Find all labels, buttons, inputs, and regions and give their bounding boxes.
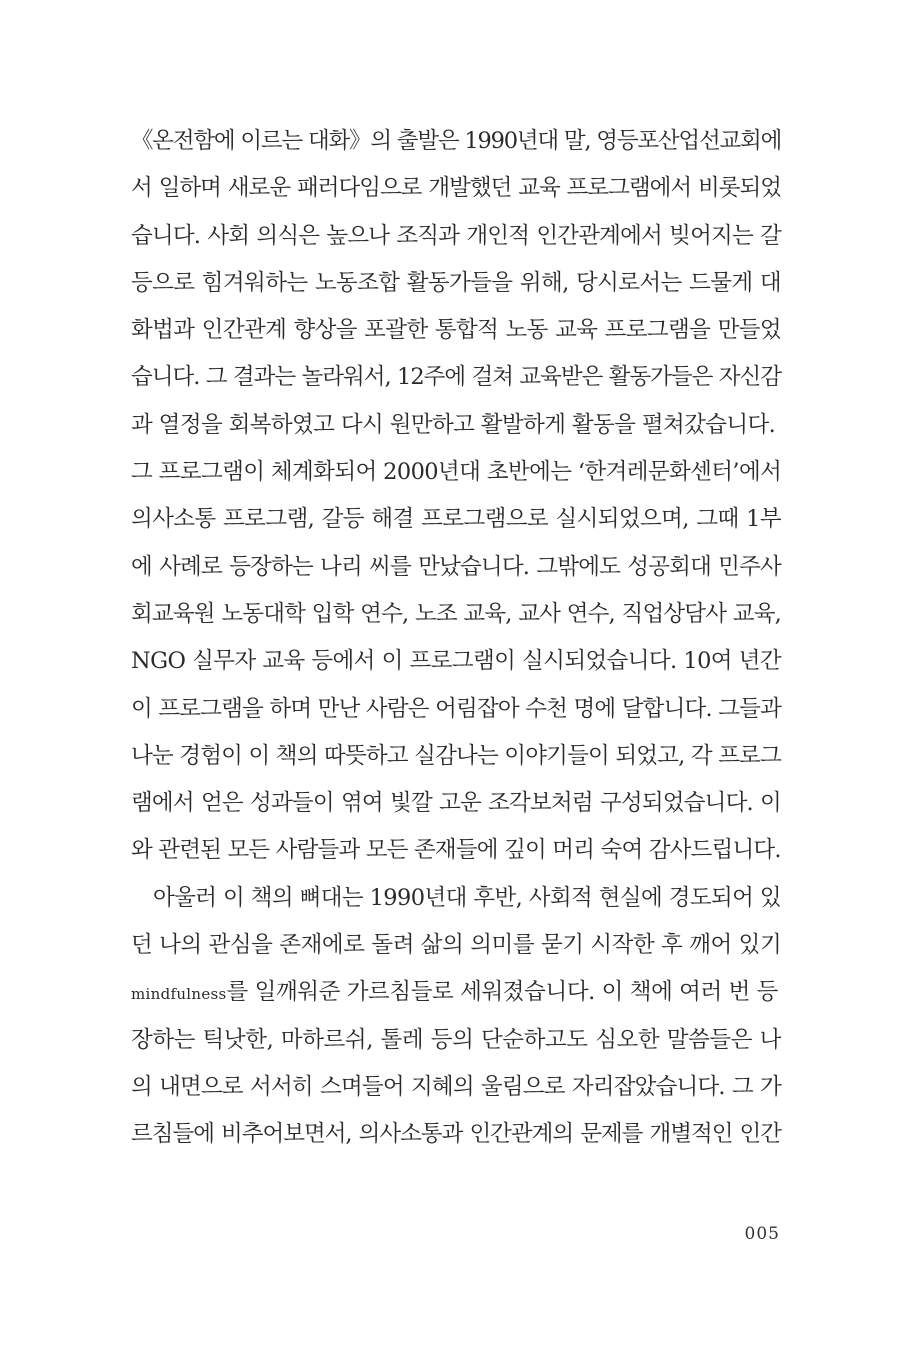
- text-line: 《온전함에 이르는 대화》의 출발은 1990년대 말, 영등포산업선교회에: [131, 128, 782, 154]
- text-line: 과 열정을 회복하였고 다시 원만하고 활발하게 활동을 펼쳐갔습니다.: [131, 411, 776, 438]
- text-line-with-gloss: [131, 969, 781, 1016]
- text-line: 아울러 이 책의 뼈대는 1990년대 후반, 사회적 현실에 경도되어 있: [153, 884, 781, 911]
- text-line: 와 관련된 모든 사람들과 모든 존재들에 깊이 머리 숙여 감사드립니다.: [131, 837, 781, 864]
- text-line: 장하는 틱낫한, 마하르쉬, 톨레 등의 단순하고도 심오한 말씀들은 나: [131, 1026, 781, 1053]
- text-line: 의 내면으로 서서히 스며들어 지혜의 울림으로 자리잡았습니다. 그 가: [131, 1073, 781, 1100]
- text-line: 이 프로그램을 하며 만난 사람은 어림잡아 수천 명에 달합니다. 그들과: [131, 695, 781, 722]
- text-line: 의사소통 프로그램, 갈등 해결 프로그램으로 실시되었으며, 그때 1부: [131, 506, 781, 533]
- page-number: 005: [744, 1224, 780, 1244]
- text-line: 습니다. 사회 의식은 높으나 조직과 개인적 인간관계에서 빚어지는 갈: [131, 222, 781, 249]
- body-text: [131, 118, 781, 1159]
- text-line: 그 프로그램이 체계화되어 2000년대 초반에는 ‘한겨레문화센터’에서: [131, 459, 782, 486]
- text-line: 등으로 힘겨워하는 노동조합 활동가들을 위해, 당시로서는 드물게 대: [131, 269, 781, 296]
- gloss-mindfulness: mindfulness: [131, 985, 227, 1004]
- text-line: 르침들에 비추어보면서, 의사소통과 인간관계의 문제를 개별적인 인간: [131, 1121, 781, 1148]
- text-line: 화법과 인간관계 향상을 포괄한 통합적 노동 교육 프로그램을 만들었: [131, 317, 781, 344]
- text-line: 를 일깨워준 가르침들로 세워졌습니다. 이 책에 여러 번 등: [226, 979, 779, 1006]
- text-line: 회교육원 노동대학 입학 연수, 노조 교육, 교사 연수, 직업상담사 교육,: [131, 600, 781, 627]
- text-line: 램에서 얻은 성과들이 엮여 빛깔 고운 조각보처럼 구성되었습니다. 이: [131, 790, 781, 817]
- text-line: 에 사례로 등장하는 나리 씨를 만났습니다. 그밖에도 성공회대 민주사: [131, 553, 781, 580]
- text-line: 나눈 경험이 이 책의 따뜻하고 실감나는 이야기들이 되었고, 각 프로그: [131, 742, 781, 769]
- text-line: 습니다. 그 결과는 놀라워서, 12주에 걸쳐 교육받은 활동가들은 자신감: [131, 364, 781, 391]
- text-line: NGO 실무자 교육 등에서 이 프로그램이 실시되었습니다. 10여 년간: [131, 648, 781, 675]
- text-line: 서 일하며 새로운 패러다임으로 개발했던 교육 프로그램에서 비롯되었: [131, 175, 781, 202]
- text-line: 던 나의 관심을 존재에로 돌려 삶의 의미를 묻기 시작한 후 깨어 있기: [131, 932, 782, 959]
